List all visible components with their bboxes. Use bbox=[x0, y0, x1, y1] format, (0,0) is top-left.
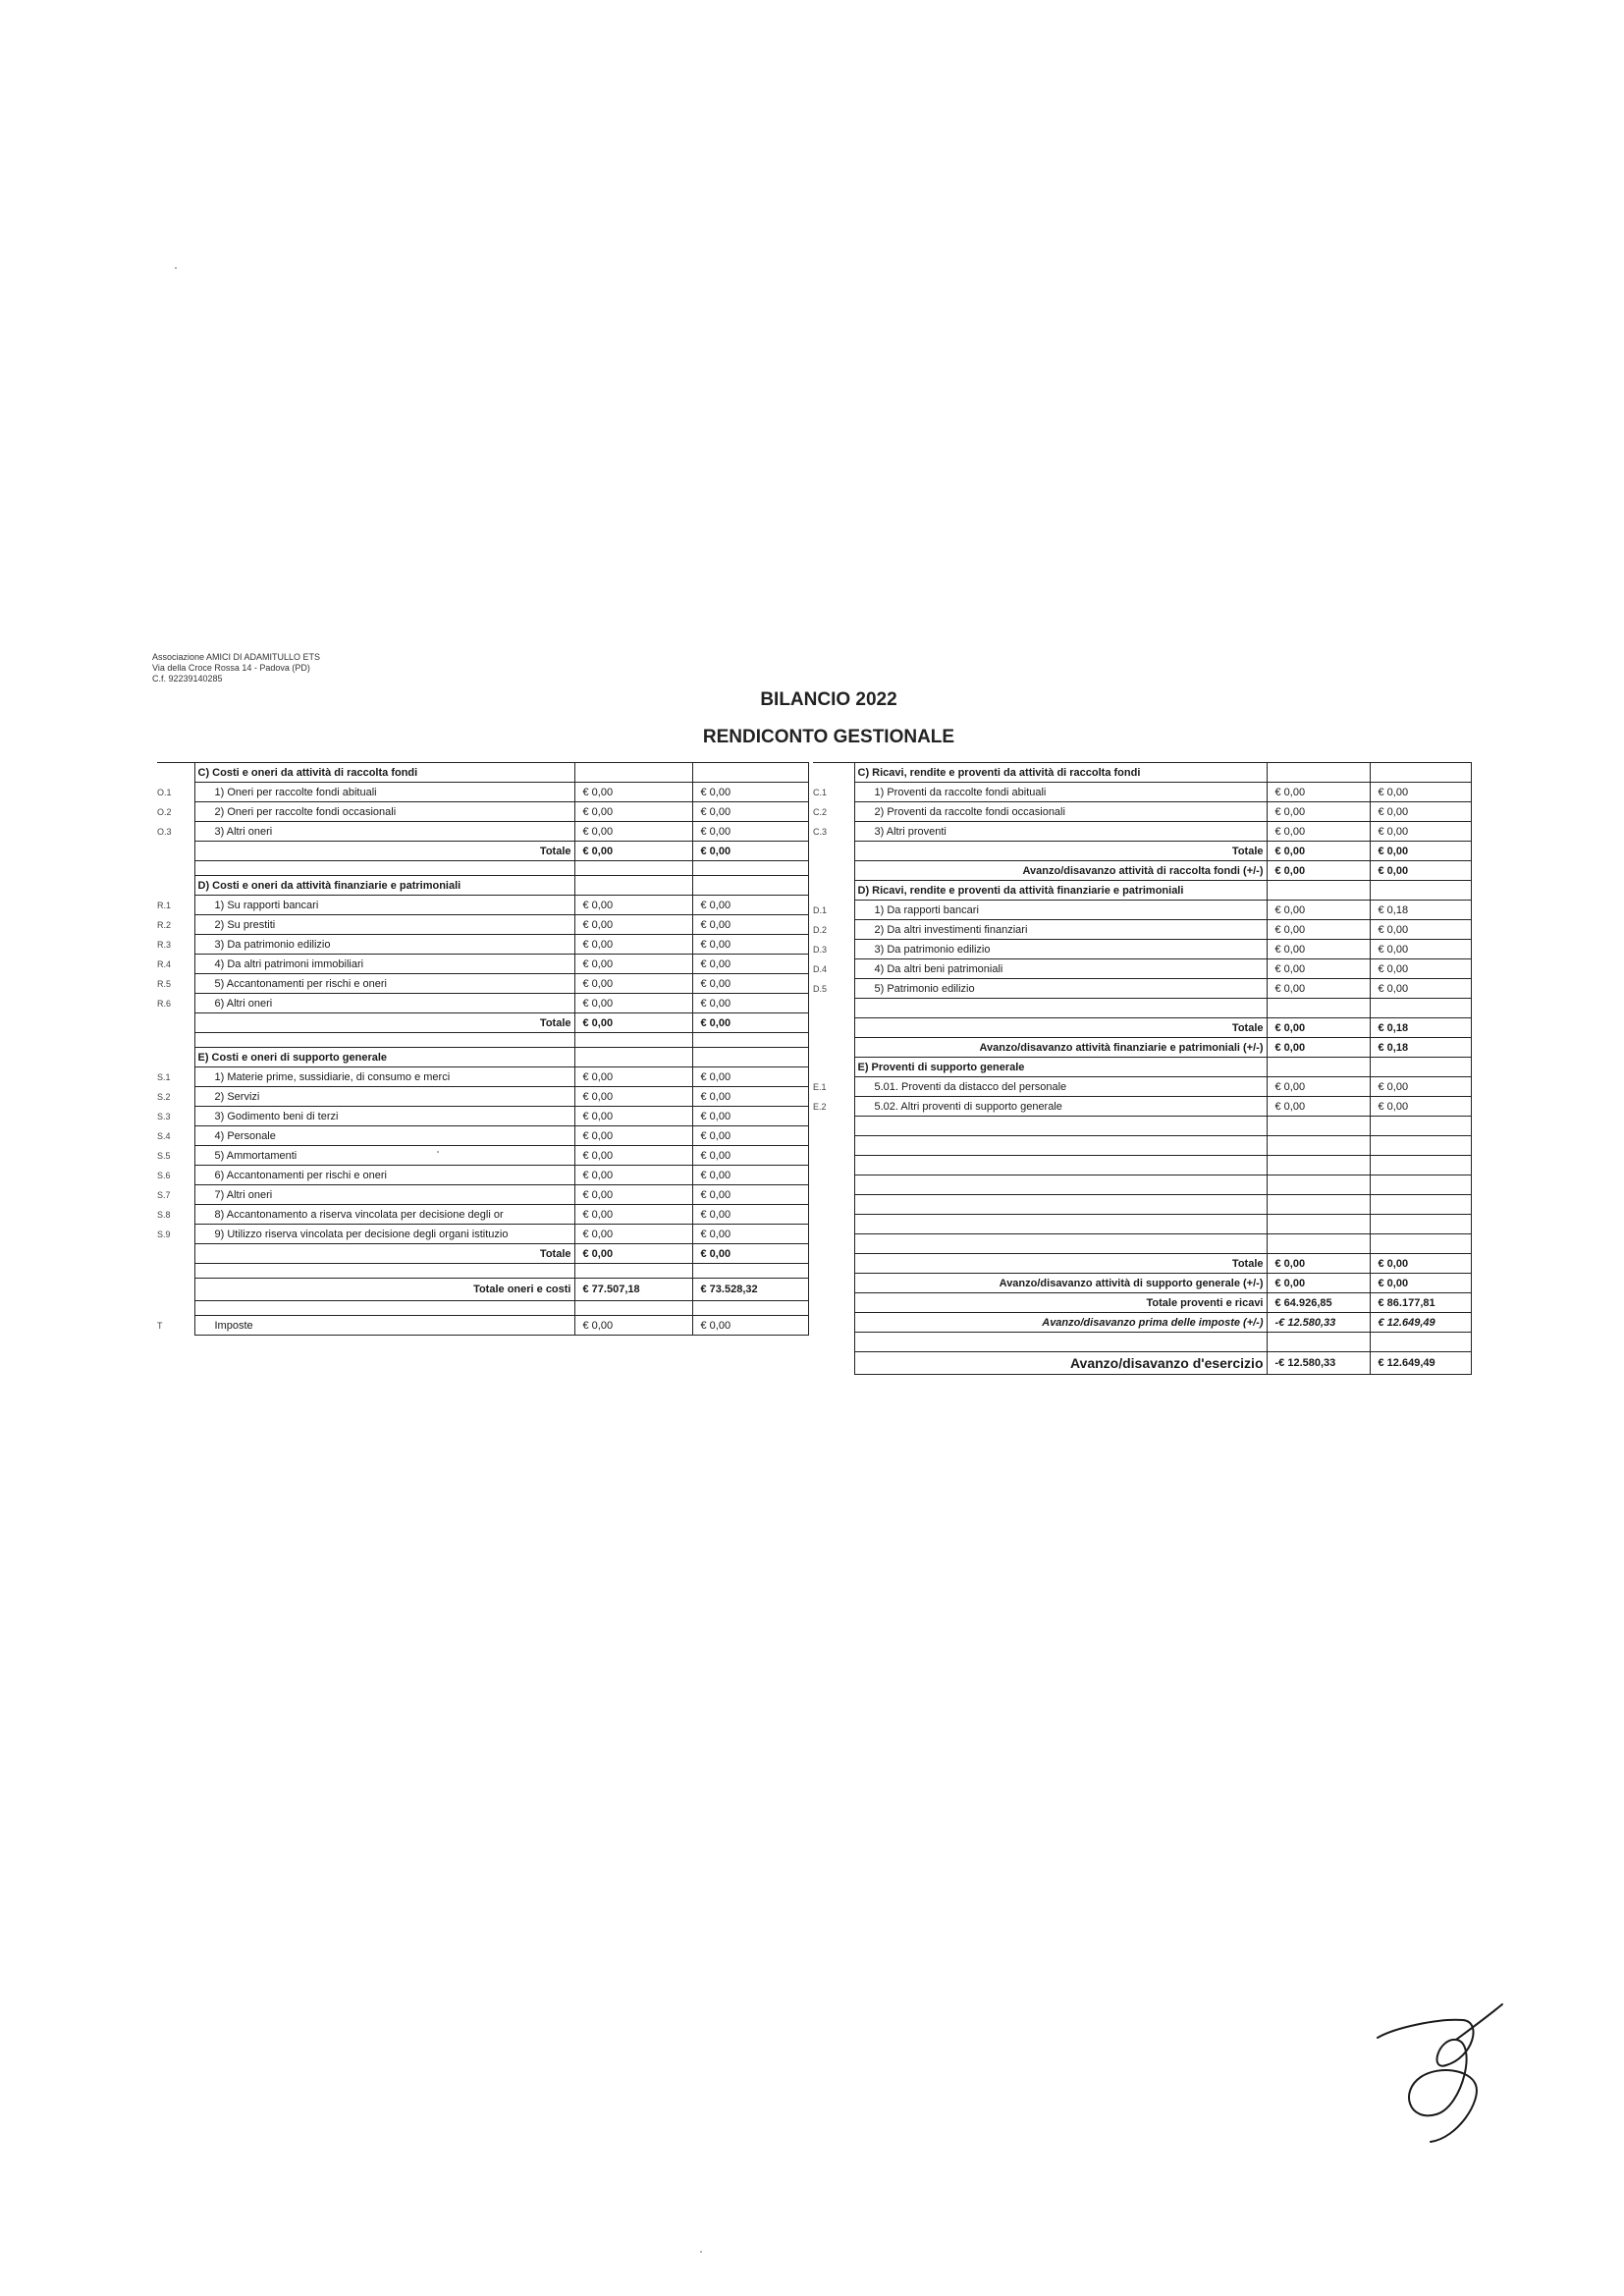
table-row bbox=[157, 935, 808, 955]
row-code: S.7 bbox=[157, 1189, 171, 1200]
surplus-row bbox=[813, 1038, 1471, 1058]
total-label: Totale bbox=[194, 1244, 574, 1264]
association-name: Associazione AMICI DI ADAMITULLO ETS bbox=[152, 652, 321, 662]
surplus-value-2022: € 0,00 bbox=[1267, 861, 1370, 881]
table-row bbox=[157, 974, 808, 994]
total-label: Totale bbox=[854, 1018, 1267, 1038]
table-row bbox=[157, 763, 808, 783]
table-row bbox=[813, 822, 1471, 842]
section-heading: D) Ricavi, rendite e proventi da attività finanziarie e patrimoniali bbox=[854, 881, 1267, 901]
pre-tax-2021: € 12.649,49 bbox=[1370, 1313, 1471, 1333]
table-row bbox=[813, 802, 1471, 822]
row-label: 3) Altri proventi bbox=[854, 822, 1267, 842]
table-row bbox=[157, 783, 808, 802]
table-row bbox=[813, 920, 1471, 940]
row-value-2022: € 0,00 bbox=[574, 935, 692, 955]
revenues-table bbox=[813, 762, 1472, 1375]
total-row bbox=[157, 1013, 808, 1033]
row-value-2021: € 0,00 bbox=[692, 994, 808, 1013]
table-row bbox=[157, 915, 808, 935]
row-label: 6) Altri oneri bbox=[194, 994, 574, 1013]
spacer-row bbox=[157, 1033, 808, 1048]
table-row bbox=[157, 802, 808, 822]
total-label: Totale bbox=[854, 842, 1267, 861]
table-row bbox=[813, 959, 1471, 979]
row-label: Imposte bbox=[194, 1316, 574, 1336]
row-value-2021: € 0,00 bbox=[692, 1185, 808, 1205]
surplus-row bbox=[813, 861, 1471, 881]
row-value-2022: € 0,00 bbox=[574, 1107, 692, 1126]
scan-speck bbox=[700, 2251, 702, 2253]
table-row bbox=[157, 896, 808, 915]
row-code: R.2 bbox=[157, 919, 172, 930]
row-value-2021: € 0,00 bbox=[692, 822, 808, 842]
row-value-2021: € 0,00 bbox=[1370, 940, 1471, 959]
total-value-2022: € 0,00 bbox=[574, 1013, 692, 1033]
row-value-2022: € 0,00 bbox=[574, 783, 692, 802]
table-row bbox=[157, 994, 808, 1013]
row-value-2021: € 0,00 bbox=[1370, 1097, 1471, 1117]
row-value-2022: € 0,00 bbox=[574, 1225, 692, 1244]
row-label: 1) Oneri per raccolte fondi abituali bbox=[194, 783, 574, 802]
surplus-value-2021: € 0,18 bbox=[1370, 1038, 1471, 1058]
row-value-2021: € 0,00 bbox=[692, 1225, 808, 1244]
total-value-2022: € 0,00 bbox=[1267, 842, 1370, 861]
table-row bbox=[157, 822, 808, 842]
total-value-2021: € 0,00 bbox=[1370, 842, 1471, 861]
pre-tax-label: Avanzo/disavanzo prima delle imposte (+/-) bbox=[854, 1313, 1267, 1333]
table-row bbox=[157, 1205, 808, 1225]
row-label: 3) Altri oneri bbox=[194, 822, 574, 842]
pre-tax-2022: -€ 12.580,33 bbox=[1267, 1313, 1370, 1333]
row-code: D.1 bbox=[813, 904, 828, 915]
row-value-2021: € 0,00 bbox=[692, 1316, 808, 1336]
row-value-2022: € 0,00 bbox=[1267, 1077, 1370, 1097]
row-label: 8) Accantonamento a riserva vincolata per decisione degli or bbox=[194, 1205, 574, 1225]
table-row bbox=[157, 1225, 808, 1244]
row-value-2022: € 0,00 bbox=[574, 1185, 692, 1205]
row-label: 7) Altri oneri bbox=[194, 1185, 574, 1205]
table-row bbox=[813, 1077, 1471, 1097]
final-result-2021: € 12.649,49 bbox=[1370, 1352, 1471, 1375]
row-value-2022: € 0,00 bbox=[574, 1126, 692, 1146]
grand-total-2021: € 73.528,32 bbox=[692, 1279, 808, 1301]
row-label: 9) Utilizzo riserva vincolata per decisione degli organi istituzio bbox=[194, 1225, 574, 1244]
row-value-2021: € 0,00 bbox=[1370, 822, 1471, 842]
association-header bbox=[152, 652, 320, 684]
section-heading: C) Ricavi, rendite e proventi da attività di raccolta fondi bbox=[854, 763, 1267, 783]
surplus-value-2021: € 0,00 bbox=[1370, 1274, 1471, 1293]
row-value-2021: € 0,00 bbox=[1370, 920, 1471, 940]
table-row bbox=[813, 1058, 1471, 1077]
row-code: C.2 bbox=[813, 806, 828, 817]
total-row bbox=[157, 1244, 808, 1264]
pre-tax-row bbox=[813, 1313, 1471, 1333]
row-value-2022: € 0,00 bbox=[1267, 783, 1370, 802]
row-label: 1) Proventi da raccolte fondi abituali bbox=[854, 783, 1267, 802]
table-row bbox=[813, 940, 1471, 959]
spacer-row bbox=[813, 1215, 1471, 1234]
row-value-2022: € 0,00 bbox=[574, 1205, 692, 1225]
row-value-2021: € 0,00 bbox=[692, 955, 808, 974]
row-value-2021: € 0,00 bbox=[692, 896, 808, 915]
table-row bbox=[157, 1107, 808, 1126]
total-label: Totale bbox=[194, 1013, 574, 1033]
row-value-2021: € 0,00 bbox=[692, 1087, 808, 1107]
row-code: S.1 bbox=[157, 1071, 171, 1082]
row-code: S.9 bbox=[157, 1229, 171, 1239]
table-row bbox=[157, 1185, 808, 1205]
row-code: C.1 bbox=[813, 787, 828, 797]
total-row bbox=[813, 1018, 1471, 1038]
spacer-row bbox=[813, 1234, 1471, 1254]
row-label: 3) Da patrimonio edilizio bbox=[854, 940, 1267, 959]
surplus-value-2022: € 0,00 bbox=[1267, 1038, 1370, 1058]
row-code: O.1 bbox=[157, 787, 172, 797]
table-row bbox=[813, 881, 1471, 901]
spacer-row bbox=[813, 1117, 1471, 1136]
spacer-row bbox=[157, 1264, 808, 1279]
row-value-2022: € 0,00 bbox=[574, 974, 692, 994]
grand-total-2021: € 86.177,81 bbox=[1370, 1293, 1471, 1313]
row-code: O.2 bbox=[157, 806, 172, 817]
grand-total-2022: € 64.926,85 bbox=[1267, 1293, 1370, 1313]
row-label: 5.01. Proventi da distacco del personale bbox=[854, 1077, 1267, 1097]
spacer-row bbox=[813, 1333, 1471, 1352]
row-code: R.3 bbox=[157, 939, 172, 950]
spacer-row bbox=[813, 1136, 1471, 1156]
spacer-row bbox=[813, 1195, 1471, 1215]
row-value-2021: € 0,00 bbox=[692, 1166, 808, 1185]
row-code: S.5 bbox=[157, 1150, 171, 1161]
row-code: T bbox=[157, 1320, 163, 1331]
table-row bbox=[813, 979, 1471, 999]
row-code: D.2 bbox=[813, 924, 828, 935]
table-row bbox=[813, 1097, 1471, 1117]
grand-total-row bbox=[157, 1279, 808, 1301]
row-label: 1) Materie prime, sussidiarie, di consumo e merci bbox=[194, 1067, 574, 1087]
grand-total-label: Totale oneri e costi bbox=[194, 1279, 574, 1301]
row-value-2021: € 0,00 bbox=[692, 1146, 808, 1166]
total-value-2021: € 0,00 bbox=[692, 1013, 808, 1033]
row-label: 5) Accantonamenti per rischi e oneri bbox=[194, 974, 574, 994]
row-value-2022: € 0,00 bbox=[574, 1146, 692, 1166]
row-value-2022: € 0,00 bbox=[1267, 802, 1370, 822]
document-subtitle-text: RENDICONTO GESTIONALE bbox=[702, 727, 955, 747]
table-row bbox=[157, 1087, 808, 1107]
row-code: R.6 bbox=[157, 998, 172, 1009]
surplus-row bbox=[813, 1274, 1471, 1293]
row-value-2022: € 0,00 bbox=[1267, 822, 1370, 842]
total-value-2022: € 0,00 bbox=[1267, 1018, 1370, 1038]
signature-stroke bbox=[1456, 2004, 1502, 2040]
row-label: 2) Su prestiti bbox=[194, 915, 574, 935]
row-value-2022: € 0,00 bbox=[574, 802, 692, 822]
table-row bbox=[813, 763, 1471, 783]
total-value-2022: € 0,00 bbox=[574, 842, 692, 861]
total-label: Totale bbox=[194, 842, 574, 861]
surplus-label: Avanzo/disavanzo attività finanziarie e patrimoniali (+/-) bbox=[854, 1038, 1267, 1058]
surplus-label: Avanzo/disavanzo attività di raccolta fondi (+/-) bbox=[854, 861, 1267, 881]
row-code: R.5 bbox=[157, 978, 172, 989]
table-row bbox=[157, 955, 808, 974]
row-label: 2) Oneri per raccolte fondi occasionali bbox=[194, 802, 574, 822]
costs-table bbox=[157, 762, 809, 1336]
spacer-row bbox=[157, 1301, 808, 1316]
section-heading: E) Costi e oneri di supporto generale bbox=[194, 1048, 574, 1067]
final-result-row bbox=[813, 1352, 1471, 1375]
row-label: 5) Patrimonio edilizio bbox=[854, 979, 1267, 999]
row-value-2021: € 0,00 bbox=[692, 802, 808, 822]
section-heading: C) Costi e oneri da attività di raccolta fondi bbox=[194, 763, 574, 783]
row-code: D.4 bbox=[813, 963, 828, 974]
row-value-2022: € 0,00 bbox=[574, 994, 692, 1013]
row-code: S.2 bbox=[157, 1091, 171, 1102]
row-value-2022: € 0,00 bbox=[1267, 959, 1370, 979]
row-code: E.1 bbox=[813, 1081, 827, 1092]
row-value-2022: € 0,00 bbox=[574, 955, 692, 974]
row-value-2022: € 0,00 bbox=[574, 822, 692, 842]
row-value-2022: € 0,00 bbox=[574, 1067, 692, 1087]
total-value-2022: € 0,00 bbox=[1267, 1254, 1370, 1274]
document-title bbox=[0, 689, 1624, 711]
row-label: 3) Da patrimonio edilizio bbox=[194, 935, 574, 955]
row-label: 2) Da altri investimenti finanziari bbox=[854, 920, 1267, 940]
total-row bbox=[157, 842, 808, 861]
section-heading: E) Proventi di supporto generale bbox=[854, 1058, 1267, 1077]
table-row bbox=[157, 1146, 808, 1166]
row-value-2021: € 0,00 bbox=[692, 935, 808, 955]
table-row bbox=[157, 876, 808, 896]
row-code: O.3 bbox=[157, 826, 172, 837]
row-label: 4) Da altri patrimoni immobiliari bbox=[194, 955, 574, 974]
row-value-2021: € 0,00 bbox=[1370, 1077, 1471, 1097]
document-title-text: BILANCIO 2022 bbox=[760, 689, 897, 710]
row-value-2021: € 0,00 bbox=[692, 915, 808, 935]
document-subtitle bbox=[0, 727, 1624, 748]
row-code: S.8 bbox=[157, 1209, 171, 1220]
final-result-2022: -€ 12.580,33 bbox=[1267, 1352, 1370, 1375]
row-value-2021: € 0,00 bbox=[1370, 783, 1471, 802]
row-label: 4) Personale bbox=[194, 1126, 574, 1146]
handwritten-signature bbox=[1370, 1998, 1507, 2146]
row-value-2021: € 0,00 bbox=[692, 783, 808, 802]
row-value-2022: € 0,00 bbox=[1267, 940, 1370, 959]
row-code: S.6 bbox=[157, 1170, 171, 1180]
association-address: Via della Croce Rossa 14 - Padova (PD) bbox=[152, 663, 310, 673]
row-label: 6) Accantonamenti per rischi e oneri bbox=[194, 1166, 574, 1185]
row-value-2021: € 0,00 bbox=[692, 974, 808, 994]
total-label: Totale bbox=[854, 1254, 1267, 1274]
row-value-2022: € 0,00 bbox=[574, 1166, 692, 1185]
row-value-2021: € 0,00 bbox=[692, 1107, 808, 1126]
grand-total-label: Totale proventi e ricavi bbox=[854, 1293, 1267, 1313]
row-value-2022: € 0,00 bbox=[574, 1316, 692, 1336]
table-row bbox=[157, 1048, 808, 1067]
total-row bbox=[813, 842, 1471, 861]
row-value-2022: € 0,00 bbox=[574, 896, 692, 915]
row-value-2021: € 0,00 bbox=[1370, 979, 1471, 999]
row-value-2021: € 0,00 bbox=[692, 1126, 808, 1146]
row-value-2021: € 0,00 bbox=[692, 1205, 808, 1225]
surplus-label: Avanzo/disavanzo attività di supporto generale (+/-) bbox=[854, 1274, 1267, 1293]
total-row bbox=[813, 1254, 1471, 1274]
final-result-label: Avanzo/disavanzo d'esercizio bbox=[854, 1352, 1267, 1375]
row-value-2022: € 0,00 bbox=[1267, 901, 1370, 920]
total-value-2021: € 0,00 bbox=[692, 842, 808, 861]
row-value-2022: € 0,00 bbox=[574, 915, 692, 935]
row-value-2022: € 0,00 bbox=[1267, 979, 1370, 999]
total-value-2021: € 0,00 bbox=[692, 1244, 808, 1264]
row-value-2021: € 0,00 bbox=[692, 1067, 808, 1087]
row-label: 5.02. Altri proventi di supporto generale bbox=[854, 1097, 1267, 1117]
row-code: D.3 bbox=[813, 944, 828, 955]
table-row bbox=[813, 783, 1471, 802]
row-value-2021: € 0,18 bbox=[1370, 901, 1471, 920]
grand-total-row bbox=[813, 1293, 1471, 1313]
grand-total-2022: € 77.507,18 bbox=[574, 1279, 692, 1301]
row-label: 1) Su rapporti bancari bbox=[194, 896, 574, 915]
row-code: D.5 bbox=[813, 983, 828, 994]
surplus-value-2021: € 0,00 bbox=[1370, 861, 1471, 881]
row-code: R.4 bbox=[157, 958, 172, 969]
row-code: R.1 bbox=[157, 900, 172, 910]
row-label: 2) Proventi da raccolte fondi occasionali bbox=[854, 802, 1267, 822]
spacer-row bbox=[813, 1156, 1471, 1175]
signature-stroke bbox=[1378, 2020, 1477, 2142]
row-value-2021: € 0,00 bbox=[1370, 802, 1471, 822]
total-value-2021: € 0,00 bbox=[1370, 1254, 1471, 1274]
row-label: 3) Godimento beni di terzi bbox=[194, 1107, 574, 1126]
surplus-value-2022: € 0,00 bbox=[1267, 1274, 1370, 1293]
row-label: 4) Da altri beni patrimoniali bbox=[854, 959, 1267, 979]
row-value-2022: € 0,00 bbox=[1267, 1097, 1370, 1117]
table-row bbox=[157, 1067, 808, 1087]
row-label: 1) Da rapporti bancari bbox=[854, 901, 1267, 920]
row-code: S.3 bbox=[157, 1111, 171, 1121]
row-code: S.4 bbox=[157, 1130, 171, 1141]
tax-row bbox=[157, 1316, 808, 1336]
table-row bbox=[813, 901, 1471, 920]
row-code: E.2 bbox=[813, 1101, 827, 1112]
row-label: 2) Servizi bbox=[194, 1087, 574, 1107]
table-row bbox=[157, 1126, 808, 1146]
table-row bbox=[157, 1166, 808, 1185]
row-value-2021: € 0,00 bbox=[1370, 959, 1471, 979]
section-heading: D) Costi e oneri da attività finanziarie e patrimoniali bbox=[194, 876, 574, 896]
row-code: C.3 bbox=[813, 826, 828, 837]
spacer-row bbox=[157, 861, 808, 876]
row-value-2022: € 0,00 bbox=[1267, 920, 1370, 940]
scan-speck bbox=[175, 267, 177, 269]
row-value-2022: € 0,00 bbox=[574, 1087, 692, 1107]
spacer-row bbox=[813, 999, 1471, 1018]
association-fiscal-code: C.f. 92239140285 bbox=[152, 674, 223, 683]
spacer-row bbox=[813, 1175, 1471, 1195]
scan-speck bbox=[437, 1151, 439, 1153]
total-value-2021: € 0,18 bbox=[1370, 1018, 1471, 1038]
total-value-2022: € 0,00 bbox=[574, 1244, 692, 1264]
row-label: 5) Ammortamenti bbox=[194, 1146, 574, 1166]
